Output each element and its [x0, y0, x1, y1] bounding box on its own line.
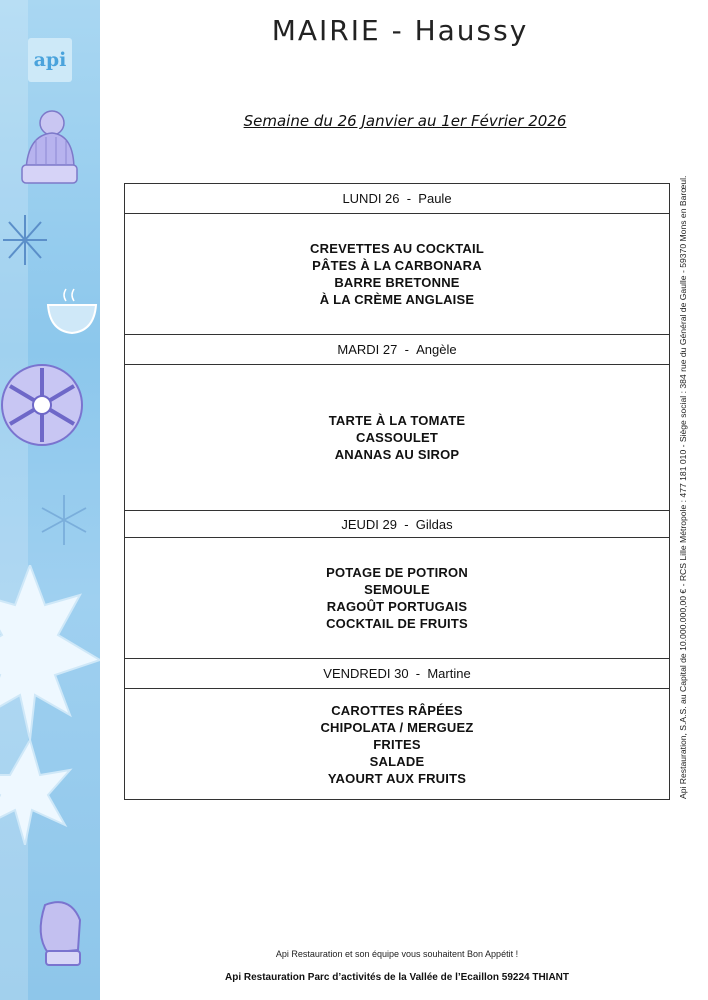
dish: CASSOULET: [356, 430, 438, 445]
dish: FRITES: [373, 736, 421, 752]
dishes-friday: [125, 689, 669, 799]
mitten-icon: [30, 895, 90, 975]
dish: CHIPOLATA / MERGUEZ: [320, 719, 474, 735]
day-saint: Gildas: [415, 516, 453, 532]
menu-table: [124, 183, 670, 800]
page-title: MAIRIE - Haussy: [271, 14, 529, 47]
day-header-tuesday: [125, 335, 669, 365]
dish: SEMOULE: [364, 582, 430, 597]
tea-cup-icon: [44, 285, 100, 340]
dish: COCKTAIL DE FRUITS: [326, 616, 468, 631]
dish: RAGOÛT PORTUGAIS: [326, 599, 468, 614]
dish: SALADE: [369, 753, 425, 769]
day-saint: Paule: [418, 191, 452, 206]
day-label: VENDREDI 30: [323, 666, 409, 681]
day-saint: Martine: [427, 666, 471, 681]
day-separator: -: [399, 191, 419, 206]
day-header-friday: [125, 659, 669, 689]
dish: CAROTTES RÂPÉES: [331, 702, 463, 718]
day-separator: -: [397, 516, 416, 532]
week-range: Semaine du 26 Janvier au 1er Février 2026: [243, 112, 567, 130]
dish: ANANAS AU SIROP: [334, 447, 460, 462]
dishes-monday: [125, 214, 669, 335]
api-logo: api: [28, 38, 72, 82]
day-header-monday: [125, 184, 669, 214]
day-label: LUNDI 26: [342, 191, 400, 206]
large-snowflake-icon: [0, 565, 100, 845]
round-snowflake-icon: [0, 358, 90, 453]
winter-hat-icon: [16, 105, 78, 190]
dish: TARTE À LA TOMATE: [328, 413, 466, 428]
day-separator: -: [397, 342, 417, 357]
dish: CREVETTES AU COCKTAIL: [310, 241, 484, 256]
day-separator: -: [408, 666, 428, 681]
dishes-tuesday: [125, 365, 669, 511]
footer-wish: Api Restauration et son équipe vous souhaitent Bon Appétit !: [275, 949, 519, 959]
dish: YAOURT AUX FRUITS: [327, 770, 467, 786]
day-label: JEUDI 29: [341, 516, 397, 532]
dish: BARRE BRETONNE: [334, 275, 460, 290]
dish: PÂTES À LA CARBONARA: [312, 258, 482, 273]
dish: À LA CRÈME ANGLAISE: [319, 292, 475, 307]
day-label: MARDI 27: [337, 342, 398, 357]
decorative-winter-strip: [0, 0, 100, 1000]
footer-address: Api Restauration Parc d’activités de la Vallée de l’Ecaillon 59224 THIANT: [224, 972, 570, 983]
dishes-thursday: [125, 538, 669, 659]
star-snowflake-icon: [0, 210, 50, 270]
thin-snowflake-icon: [34, 490, 94, 550]
day-saint: Angèle: [416, 342, 457, 357]
legal-notice: Api Restauration, S.A.S. au Capital de 10.000.000,00 € - RCS Lille Métropole : 477 181 010 - Siège social : 384 rue du Général de Gaulle - 59370 Mons en Barœul.: [678, 175, 688, 800]
day-header-thursday: [125, 511, 669, 538]
dish: POTAGE DE POTIRON: [326, 565, 468, 580]
